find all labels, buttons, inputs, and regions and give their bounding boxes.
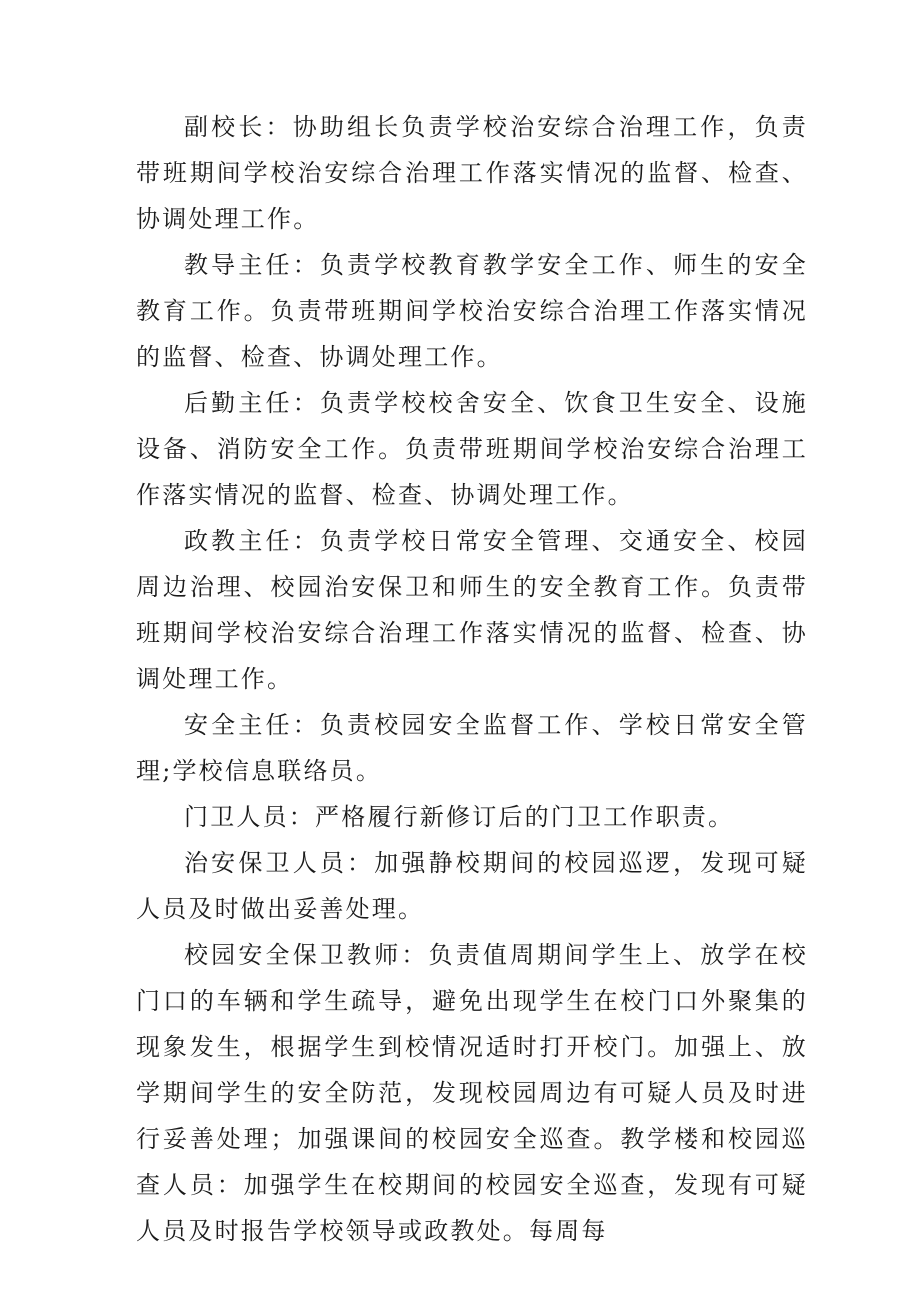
- paragraph-vice-principal: 副校长：协助组长负责学校治安综合治理工作，负责带班期间学校治安综合治理工作落实情况的监督、检查、协调处理工作。: [136, 113, 808, 233]
- paragraph-logistics-director: 后勤主任：负责学校校舍安全、饮食卫生安全、设施设备、消防安全工作。负责带班期间学校治安综合治理工作落实情况的监督、检查、协调处理工作。: [136, 389, 808, 509]
- paragraph-gate-guard: 门卫人员：严格履行新修订后的门卫工作职责。: [184, 803, 735, 831]
- paragraph-academic-director: 教导主任：负责学校教育教学安全工作、师生的安全教育工作。负责带班期间学校治安综合治理工作落实情况的监督、检查、协调处理工作。: [136, 251, 808, 371]
- document-body: [136, 104, 808, 1254]
- paragraph-political-director: 政教主任：负责学校日常安全管理、交通安全、校园周边治理、校园治安保卫和师生的安全教育工作。负责带班期间学校治安综合治理工作落实情况的监督、检查、协调处理工作。: [136, 527, 808, 693]
- paragraph-safety-director: 安全主任：负责校园安全监督工作、学校日常安全管理;学校信息联络员。: [136, 711, 808, 785]
- paragraph-campus-safety-teacher: 校园安全保卫教师：负责值周期间学生上、放学在校门口的车辆和学生疏导，避免出现学生在校门口外聚集的现象发生，根据学生到校情况适时打开校门。加强上、放学期间学生的安全防范，发现校园周边有可疑人员及时进行妥善处理；加强课间的校园安全巡查。教学楼和校园巡查人员：加强学生在校期间的校园安全巡查，发现有可疑人员及时报告学校领导或政教处。每周每: [136, 941, 808, 1245]
- paragraph-security-staff: 治安保卫人员：加强静校期间的校园巡逻，发现可疑人员及时做出妥善处理。: [136, 849, 808, 923]
